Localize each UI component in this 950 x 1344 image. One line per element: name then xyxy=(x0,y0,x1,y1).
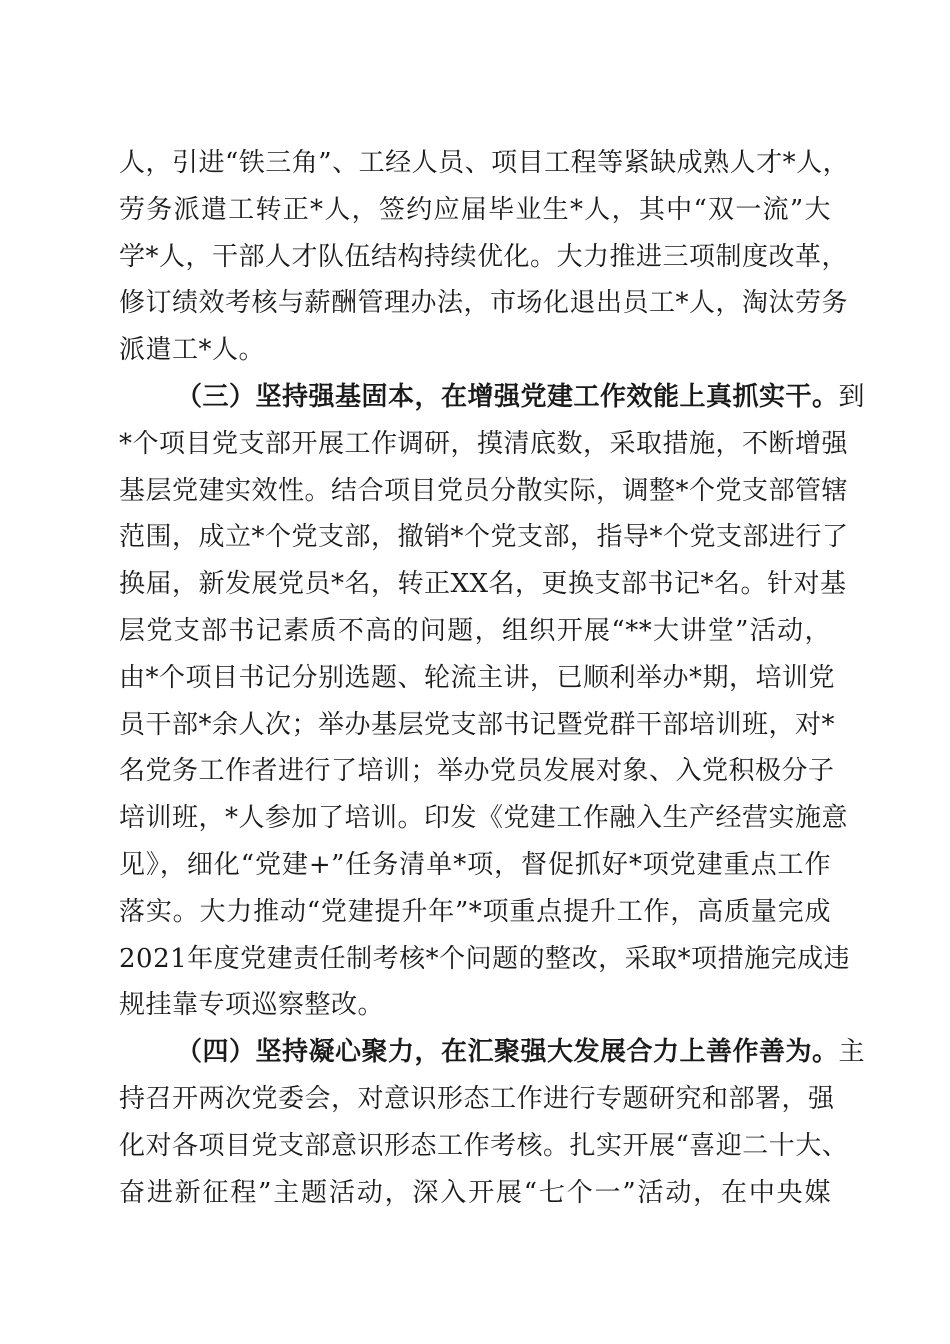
paragraph-section-3 xyxy=(119,374,866,1029)
text-line: 奋进新征程”主题活动，深入开展“七个一”活动，在中央媒 xyxy=(119,1177,831,1208)
document-page xyxy=(119,140,866,1216)
section-heading-3: （三）坚持强基固本，在增强党建工作效能上真抓实干。 xyxy=(176,381,839,412)
text-line: 人，引进“铁三角”、工经人员、项目工程等紧缺成熟人才*人， xyxy=(119,148,850,178)
text-line: 规挂靠专项巡察整改。 xyxy=(119,990,385,1021)
text-line: 见》，细化“党建+”任务清单*项，督促抓好*项党建重点工作 xyxy=(119,849,831,880)
text-fragment: 到 xyxy=(838,381,866,412)
text-line: 范围，成立*个党支部，撤销*个党支部，指导*个党支部进行了 xyxy=(119,522,849,553)
text-line: 名党务工作者进行了培训；举办党员发展对象、入党积极分子 xyxy=(119,756,835,787)
paragraph-section-4 xyxy=(119,1029,866,1216)
text-line: 落实。大力推动“党建提升年”*项重点提升工作，高质量完成 xyxy=(119,896,831,927)
section-heading-line xyxy=(119,1029,866,1076)
text-line: 劳务派遣工转正*人，签约应届毕业生*人，其中“双一流”大 xyxy=(119,194,831,225)
text-line: 修订绩效考核与薪酬管理办法，市场化退出员工*人，淘汰劳务 xyxy=(119,288,849,319)
text-line: 派遣工*人。 xyxy=(119,335,266,366)
text-line: 化对各项目党支部意识形态工作考核。扎实开展“喜迎二十大、 xyxy=(119,1130,849,1161)
section-heading-4: （四）坚持凝心聚力，在汇聚强大发展合力上善作善为。 xyxy=(176,1037,839,1068)
text-line: *个项目党支部开展工作调研，摸清底数，采取措施，不断增强 xyxy=(119,428,849,459)
text-line: 员干部*余人次；举办基层党支部书记暨党群干部培训班，对* xyxy=(119,709,836,740)
text-line: 培训班，*人参加了培训。印发《党建工作融入生产经营实施意 xyxy=(119,803,849,834)
text-line: 学*人，干部人才队伍结构持续优化。大力推进三项制度改革， xyxy=(119,241,849,272)
text-line: 基层党建实效性。结合项目党员分散实际，调整*个党支部管辖 xyxy=(119,475,849,506)
text-line: 2021年度党建责任制考核*个问题的整改，采取*项措施完成违 xyxy=(119,943,851,974)
text-line: 层党支部书记素质不高的问题，组织开展“**大讲堂”活动， xyxy=(119,615,831,646)
section-heading-line xyxy=(119,374,866,421)
text-line: 持召开两次党委会，对意识形态工作进行专题研究和部署，强 xyxy=(119,1083,835,1114)
text-line: 换届，新发展党员*名，转正XX名，更换支部书记*名。针对基 xyxy=(119,569,847,600)
text-line: 由*个项目书记分别选题、轮流主讲，已顺利举办*期，培训党 xyxy=(119,662,836,693)
text-fragment: 主 xyxy=(838,1037,866,1068)
paragraph-talent xyxy=(119,140,850,374)
